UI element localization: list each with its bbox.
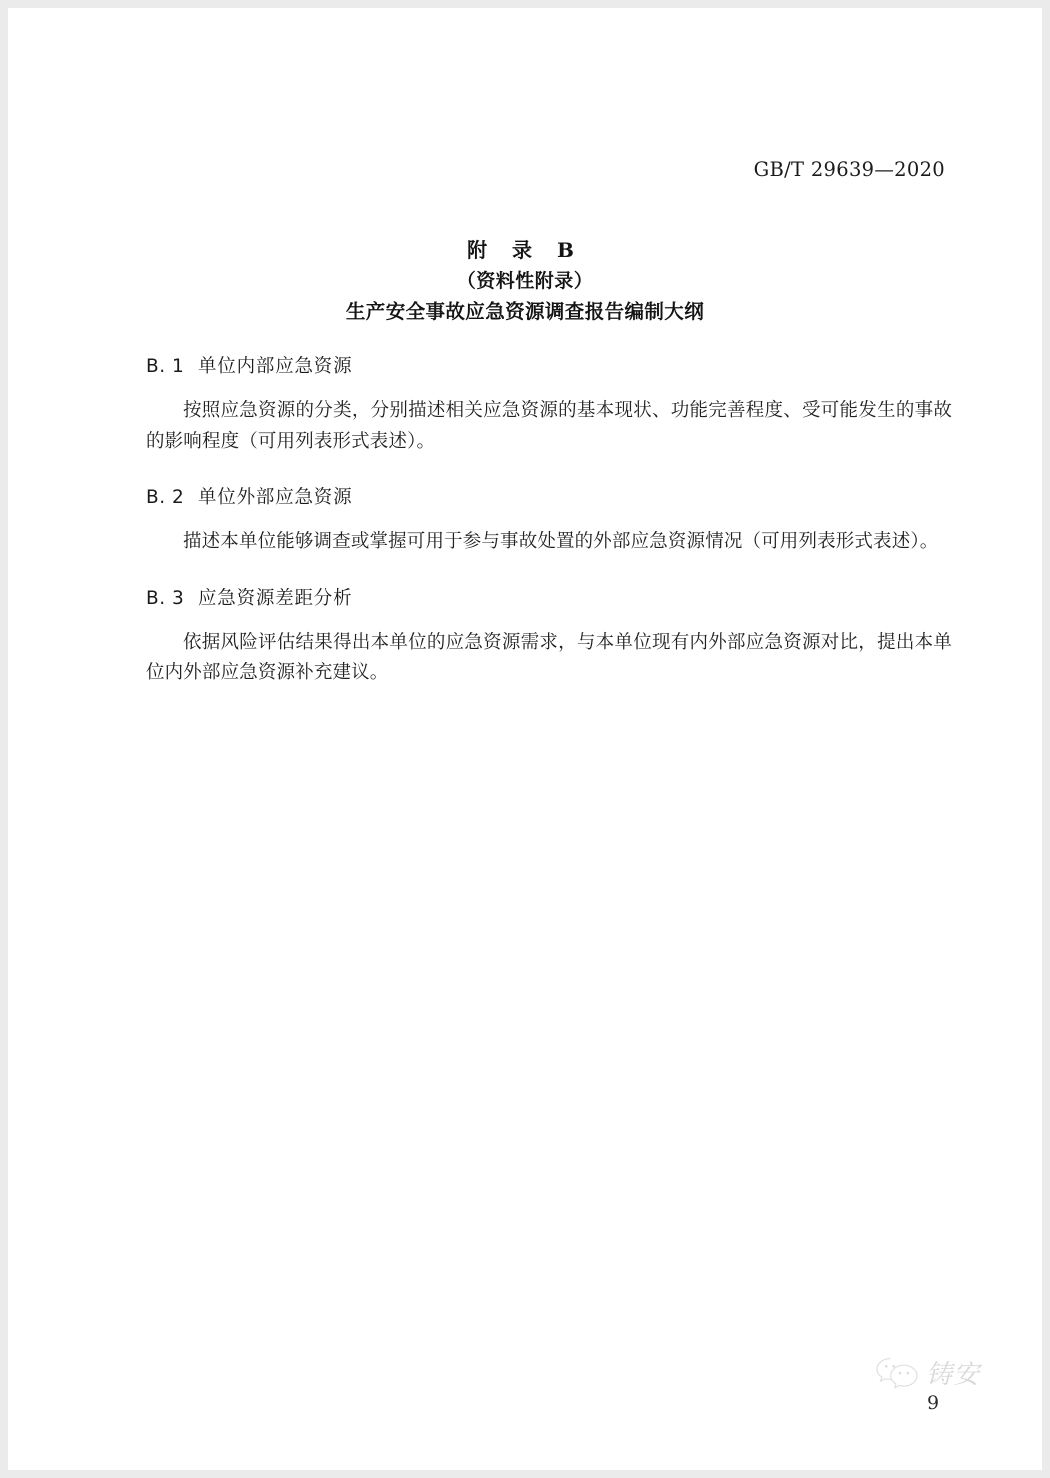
clause-b2-number: B. 2	[146, 487, 185, 508]
annex-title-block	[8, 236, 1042, 327]
clause-b2-heading	[146, 483, 952, 513]
clause-b1	[146, 352, 952, 457]
annex-label: 附 录 B	[467, 238, 583, 262]
standard-number-header: GB/T 29639—2020	[753, 158, 945, 181]
clause-b1-number: B. 1	[146, 356, 185, 377]
annex-kind-label: （资料性附录）	[456, 270, 594, 292]
clause-b1-heading	[146, 352, 952, 382]
clause-b2	[146, 483, 952, 558]
watermark	[874, 1350, 994, 1394]
clause-b3-number: B. 3	[146, 587, 185, 609]
watermark-text: 铸安	[926, 1359, 981, 1390]
clause-b3	[146, 584, 952, 689]
clause-b2-paragraph: 描述本单位能够调查或掌握可用于参与事故处置的外部应急资源情况（可用列表形式表述）。	[183, 531, 939, 552]
clause-b2-title: 单位外部应急资源	[198, 487, 353, 508]
clause-b3-title: 应急资源差距分析	[198, 587, 353, 609]
clause-b1-paragraph: 按照应急资源的分类，分别描述相关应急资源的基本现状、功能完善程度、受可能发生的事故的影响程度（可用列表形式表述）。	[146, 400, 952, 452]
wechat-icon	[874, 1355, 920, 1389]
document-page	[8, 8, 1042, 1470]
clause-b3-heading	[146, 584, 952, 614]
page-number: 9	[926, 1392, 940, 1414]
body-content	[146, 352, 952, 713]
clause-b3-paragraph: 依据风险评估结果得出本单位的应急资源需求，与本单位现有内外部应急资源对比，提出本单位内外部应急资源补充建议。	[146, 631, 952, 683]
clause-b1-title: 单位内部应急资源	[198, 356, 353, 377]
annex-subject-title: 生产安全事故应急资源调查报告编制大纲	[345, 300, 705, 323]
